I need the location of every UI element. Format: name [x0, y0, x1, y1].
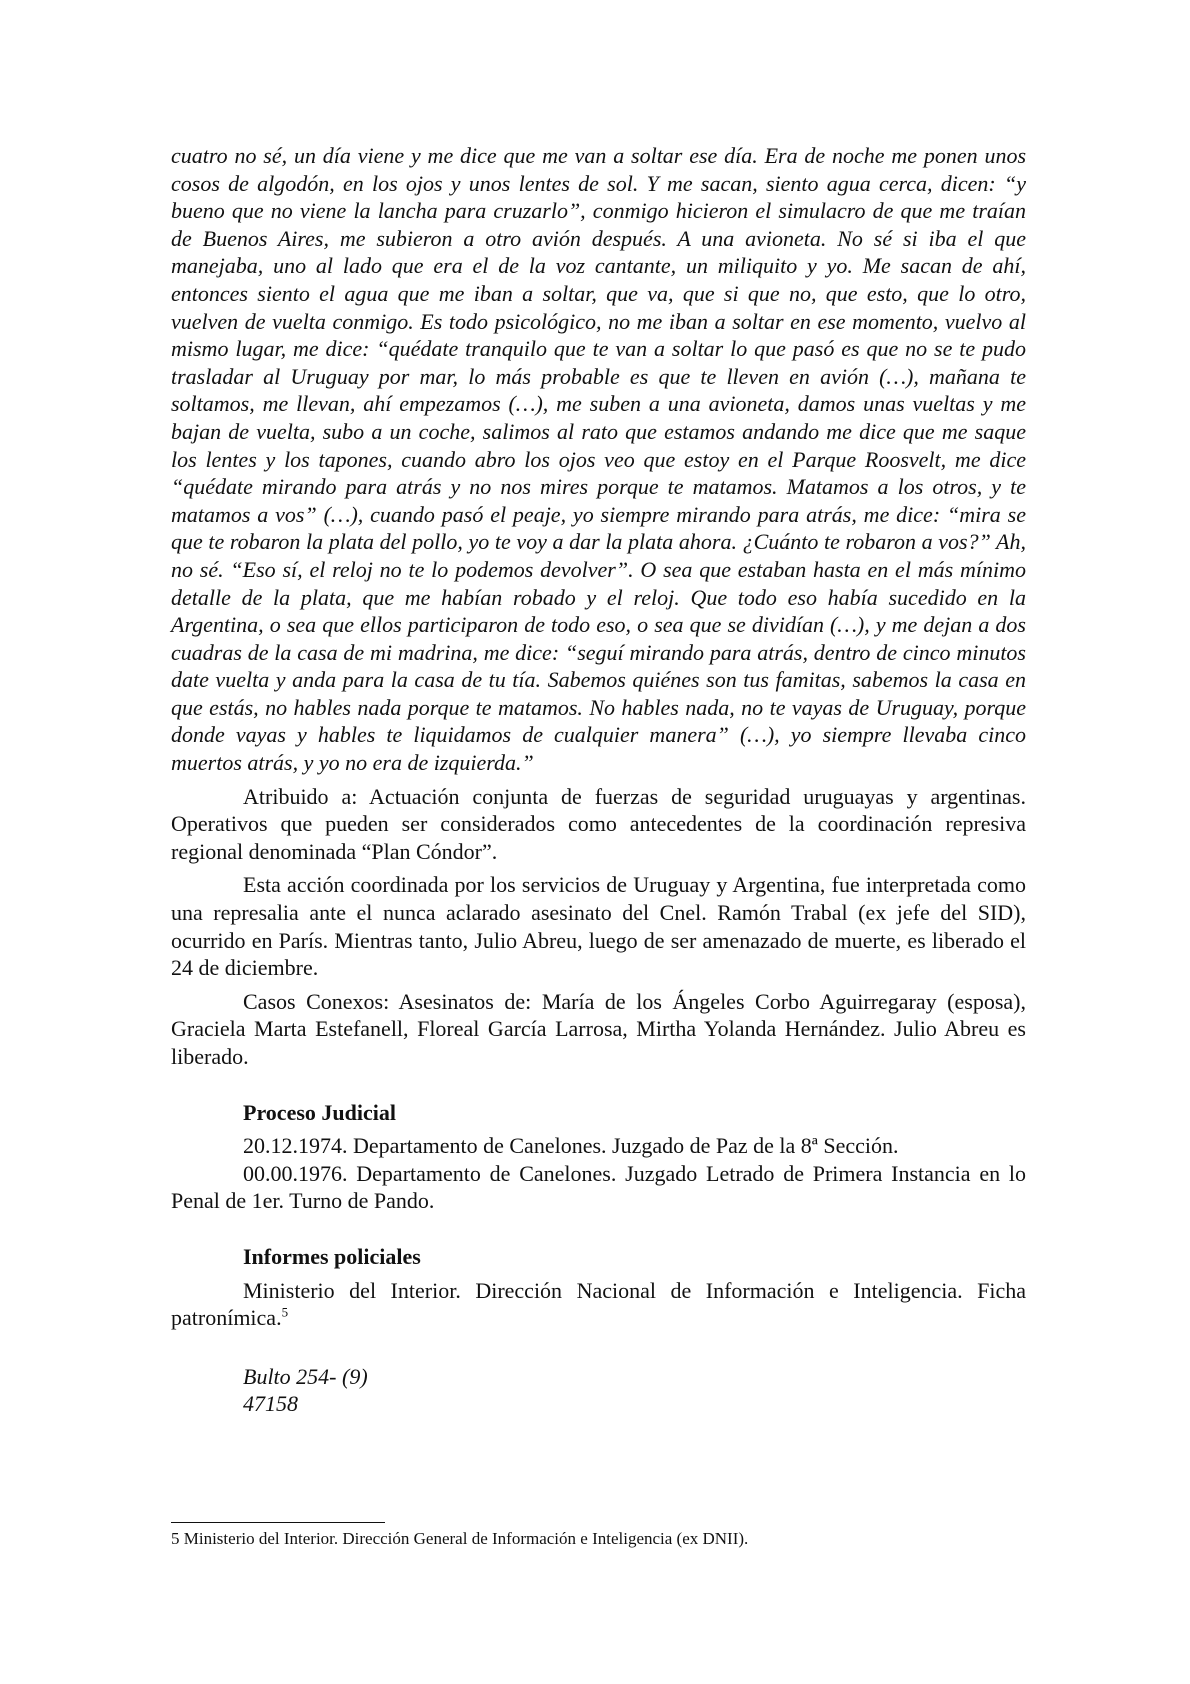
footnote-reference[interactable]: 5	[281, 1304, 289, 1320]
informes-policiales-text	[171, 1277, 1026, 1332]
testimony-quote: cuatro no sé, un día viene y me dice que me van a soltar ese día. Era de noche me ponen unos cosos de algodón, en los ojos y unos lentes de sol. Y me sacan, siento agua cerca, dicen: “y bueno que no viene la lancha para cruzarlo”, conmigo hicieron el simulacro de que me traían de Buenos Aires, me subieron a otro avión después. A una avioneta. No sé si iba el que manejaba, uno al lado que era el de la voz cantante, un miliquito y yo. Me sacan de ahí, entonces siento el agua que me iban a soltar, que va, que si que no, que esto, que lo otro, vuelven de vuelta conmigo. Es todo psicológico, no me iban a soltar en ese momento, vuelvo al mismo lugar, me dice: “quédate tranquilo que te van a soltar lo que pasó es que no se te pudo trasladar al Uruguay por mar, lo más probable es que te lleven en avión (…), mañana te soltamos, me llevan, ahí empezamos (…), me suben a una avioneta, damos unas vueltas y me bajan de vuelta, subo a un coche, salimos al rato que estamos andando me dice que me saque los lentes y los tapones, cuando abro los ojos veo que estoy en el Parque Roosvelt, me dice “quédate mirando para atrás y no nos mires porque te matamos. Matamos a los otros, y te matamos a vos” (…), cuando pasó el peaje, yo siempre mirando para atrás, me dice: “mira se que te robaron la plata del pollo, yo te voy a dar la plata ahora. ¿Cuánto te robaron a vos?” Ah, no sé. “Eso sí, el reloj no te lo podemos devolver”. O sea que estaban hasta en el más mínimo detalle de la plata, que me habían robado y el reloj. Que todo eso había sucedido en la Argentina, o sea que ellos participaron de todo eso, o sea que se dividían (…), y me dejan a dos cuadras de la casa de mi madrina, me dice: “seguí mirando para atrás, dentro de cinco minutos date vuelta y anda para la casa de tu tía. Sabemos quiénes son tus famitas, sabemos la casa en que estás, no hables nada porque te matamos. No hables nada, no te vayas de Uruguay, porque donde vayas y hables te liquidamos de cualquier manera” (…), yo siempre llevaba cinco muertos atrás, y yo no era de izquierda.”	[171, 143, 1026, 776]
proceso-judicial-heading: Proceso Judicial	[243, 1099, 396, 1125]
related-cases-paragraph: Casos Conexos: Asesinatos de: María de los Ángeles Corbo Aguirregaray (esposa), Graciela Marta Estefanell, Floreal García Larrosa, Mirtha Yolanda Hernández. Julio Abreu es liberado.	[171, 988, 1026, 1069]
attribution-paragraph: Atribuido a: Actuación conjunta de fuerzas de seguridad uruguayas y argentinas. Operativos que pueden ser considerados como antecedentes de la coordinación represiva regional denominada “Plan Cóndor”.	[171, 783, 1026, 864]
proceso-judicial-item: 20.12.1974. Departamento de Canelones. Juzgado de Paz de la 8ª Sección.	[243, 1133, 899, 1159]
bulto-line: Bulto 254- (9)	[243, 1363, 368, 1389]
page-body	[171, 142, 1026, 1418]
informes-policiales-body: Ministerio del Interior. Dirección Nacional de Información e Inteligencia. Ficha patronímica.	[171, 1277, 1026, 1331]
informes-policiales-heading: Informes policiales	[243, 1243, 421, 1269]
footnote: 5 Ministerio del Interior. Dirección General de Información e Inteligencia (ex DNII).	[171, 1529, 749, 1548]
bulto-number: 47158	[243, 1391, 298, 1417]
footnote-divider	[171, 1522, 385, 1523]
bulto-reference	[171, 1363, 1026, 1418]
context-paragraph: Esta acción coordinada por los servicios de Uruguay y Argentina, fue interpretada como una represalia ante el nunca aclarado asesinato del Cnel. Ramón Trabal (ex jefe del SID), ocurrido en París. Mientras tanto, Julio Abreu, luego de ser amenazado de muerte, es liberado el 24 de diciembre.	[171, 872, 1026, 981]
proceso-judicial-item: 00.00.1976. Departamento de Canelones. Juzgado Letrado de Primera Instancia en lo Penal de 1er. Turno de Pando.	[171, 1160, 1026, 1214]
